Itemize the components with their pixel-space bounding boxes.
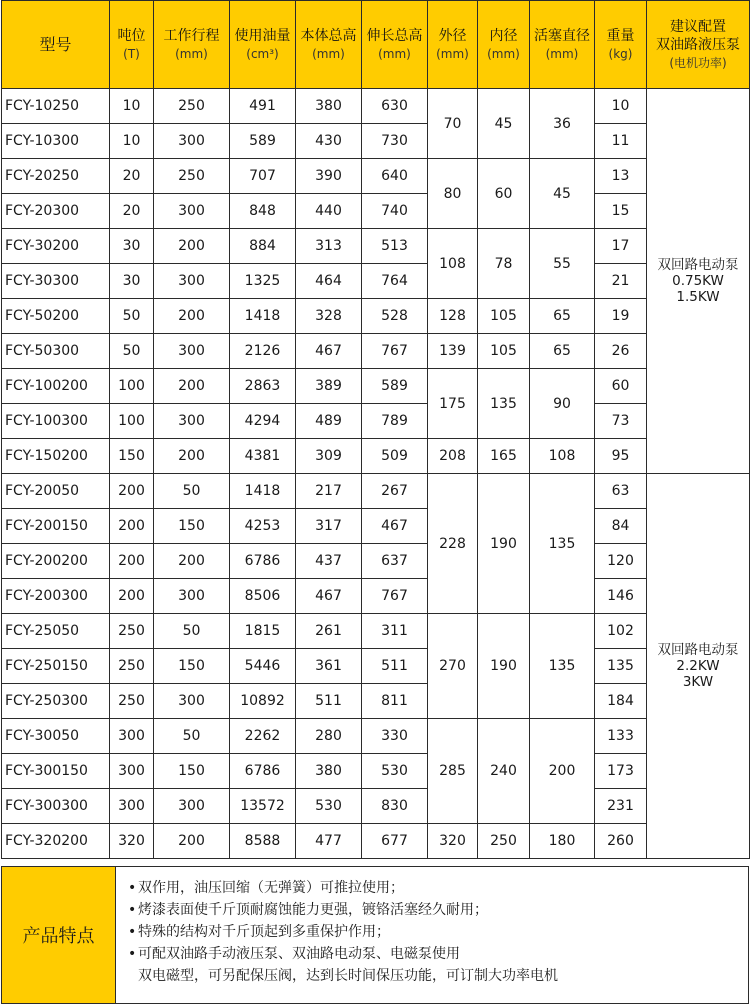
cell-stroke: 300: [154, 264, 230, 299]
cell-model: FCY-250150: [2, 649, 110, 684]
cell-tonnage: 100: [110, 404, 154, 439]
cell-weight: 63: [595, 474, 647, 509]
cell-oil: 1325: [230, 264, 296, 299]
cell-oil: 4253: [230, 509, 296, 544]
cell-pump: [647, 474, 750, 859]
cell-weight: 26: [595, 334, 647, 369]
pump-line: 双回路电动泵: [657, 642, 739, 658]
cell-tonnage: 50: [110, 299, 154, 334]
cell-stroke: 250: [154, 159, 230, 194]
table-row: [2, 509, 750, 544]
header-piston-dia: 活塞直径 (mm): [530, 1, 595, 89]
cell-weight: 120: [595, 544, 647, 579]
cell-weight: 260: [595, 824, 647, 859]
cell-closed-height: 511: [296, 684, 362, 719]
header-stroke: 工作行程 (mm): [154, 1, 230, 89]
cell-oil: 4294: [230, 404, 296, 439]
table-row: [2, 89, 750, 124]
table-row: [2, 159, 750, 194]
cell-stroke: 300: [154, 194, 230, 229]
table-row: [2, 754, 750, 789]
cell-tonnage: 100: [110, 369, 154, 404]
cell-inner-dia: 78: [478, 229, 530, 299]
cell-weight: 21: [595, 264, 647, 299]
cell-model: FCY-320200: [2, 824, 110, 859]
cell-inner-dia: 240: [478, 719, 530, 824]
cell-tonnage: 200: [110, 579, 154, 614]
cell-oil: 1418: [230, 299, 296, 334]
cell-model: FCY-300150: [2, 754, 110, 789]
cell-weight: 84: [595, 509, 647, 544]
cell-stroke: 250: [154, 89, 230, 124]
cell-closed-height: 280: [296, 719, 362, 754]
cell-closed-height: 380: [296, 754, 362, 789]
cell-outer-dia: 139: [428, 334, 478, 369]
cell-model: FCY-25050: [2, 614, 110, 649]
cell-model: FCY-30300: [2, 264, 110, 299]
cell-closed-height: 430: [296, 124, 362, 159]
cell-weight: 184: [595, 684, 647, 719]
features-label: 产品特点: [2, 867, 116, 1004]
cell-stroke: 200: [154, 299, 230, 334]
bullet-icon: •: [128, 902, 137, 918]
features-table: [1, 866, 749, 1004]
cell-oil: 8506: [230, 579, 296, 614]
cell-weight: 10: [595, 89, 647, 124]
cell-model: FCY-20050: [2, 474, 110, 509]
cell-model: FCY-30050: [2, 719, 110, 754]
cell-oil: 13572: [230, 789, 296, 824]
cell-oil: 2262: [230, 719, 296, 754]
cell-inner-dia: 250: [478, 824, 530, 859]
table-row: [2, 789, 750, 824]
cell-extended-height: 677: [362, 824, 428, 859]
cell-piston-dia: 108: [530, 439, 595, 474]
cell-pump: [647, 89, 750, 474]
cell-piston-dia: 135: [530, 474, 595, 614]
table-row: [2, 824, 750, 859]
cell-extended-height: 830: [362, 789, 428, 824]
cell-weight: 15: [595, 194, 647, 229]
cell-tonnage: 200: [110, 544, 154, 579]
cell-closed-height: 309: [296, 439, 362, 474]
cell-extended-height: 513: [362, 229, 428, 264]
feature-item: • 可配双油路手动液压泵、双油路电动泵、电磁泵使用: [116, 943, 748, 965]
header-closed-height: 本体总高 (mm): [296, 1, 362, 89]
cell-inner-dia: 60: [478, 159, 530, 229]
cell-piston-dia: 180: [530, 824, 595, 859]
header-model: 型号: [2, 1, 110, 89]
cell-stroke: 300: [154, 404, 230, 439]
cell-tonnage: 30: [110, 264, 154, 299]
spec-table-body: [2, 89, 750, 859]
cell-outer-dia: 70: [428, 89, 478, 159]
cell-inner-dia: 190: [478, 614, 530, 719]
cell-inner-dia: 105: [478, 334, 530, 369]
cell-oil: 848: [230, 194, 296, 229]
table-row: [2, 299, 750, 334]
cell-closed-height: 217: [296, 474, 362, 509]
cell-stroke: 50: [154, 719, 230, 754]
cell-weight: 95: [595, 439, 647, 474]
cell-stroke: 200: [154, 439, 230, 474]
cell-stroke: 200: [154, 544, 230, 579]
cell-tonnage: 300: [110, 789, 154, 824]
cell-outer-dia: 208: [428, 439, 478, 474]
cell-inner-dia: 45: [478, 89, 530, 159]
cell-model: FCY-10250: [2, 89, 110, 124]
cell-tonnage: 300: [110, 754, 154, 789]
cell-stroke: 300: [154, 789, 230, 824]
bullet-icon: •: [128, 946, 137, 962]
cell-inner-dia: 190: [478, 474, 530, 614]
cell-stroke: 150: [154, 754, 230, 789]
cell-stroke: 200: [154, 824, 230, 859]
cell-model: FCY-200300: [2, 579, 110, 614]
cell-piston-dia: 135: [530, 614, 595, 719]
cell-extended-height: 467: [362, 509, 428, 544]
header-pump: 建议配置 双油路液压泵 (电机功率): [647, 1, 750, 89]
table-row: [2, 719, 750, 754]
table-row: [2, 579, 750, 614]
header-oil: 使用油量 (cm³): [230, 1, 296, 89]
cell-extended-height: 330: [362, 719, 428, 754]
table-row: [2, 369, 750, 404]
cell-stroke: 150: [154, 649, 230, 684]
cell-inner-dia: 135: [478, 369, 530, 439]
cell-model: FCY-100300: [2, 404, 110, 439]
cell-tonnage: 300: [110, 719, 154, 754]
cell-piston-dia: 45: [530, 159, 595, 229]
cell-outer-dia: 285: [428, 719, 478, 824]
cell-extended-height: 528: [362, 299, 428, 334]
cell-outer-dia: 175: [428, 369, 478, 439]
cell-outer-dia: 270: [428, 614, 478, 719]
cell-tonnage: 10: [110, 124, 154, 159]
cell-weight: 133: [595, 719, 647, 754]
cell-model: FCY-200200: [2, 544, 110, 579]
cell-extended-height: 811: [362, 684, 428, 719]
cell-extended-height: 789: [362, 404, 428, 439]
feature-item: • 烤漆表面使千斤顶耐腐蚀能力更强，镀铬活塞经久耐用；: [116, 899, 748, 921]
bullet-icon: •: [128, 880, 137, 896]
spec-table: [1, 0, 750, 859]
cell-closed-height: 530: [296, 789, 362, 824]
cell-closed-height: 477: [296, 824, 362, 859]
cell-tonnage: 320: [110, 824, 154, 859]
cell-tonnage: 200: [110, 474, 154, 509]
cell-oil: 1418: [230, 474, 296, 509]
cell-tonnage: 20: [110, 159, 154, 194]
bullet-icon: •: [128, 924, 137, 940]
cell-piston-dia: 65: [530, 299, 595, 334]
cell-oil: 1815: [230, 614, 296, 649]
table-row: [2, 649, 750, 684]
table-row: [2, 264, 750, 299]
cell-model: FCY-250300: [2, 684, 110, 719]
cell-stroke: 300: [154, 334, 230, 369]
cell-weight: 102: [595, 614, 647, 649]
cell-piston-dia: 36: [530, 89, 595, 159]
features-body: [116, 867, 749, 1004]
cell-oil: 707: [230, 159, 296, 194]
header-inner-dia: 内径 (mm): [478, 1, 530, 89]
table-row: [2, 474, 750, 509]
table-row: [2, 439, 750, 474]
feature-item-continuation: 双电磁型，可另配保压阀，达到长时间保压功能，可订制大功率电机: [138, 968, 558, 984]
cell-closed-height: 440: [296, 194, 362, 229]
cell-model: FCY-10300: [2, 124, 110, 159]
cell-extended-height: 589: [362, 369, 428, 404]
header-tonnage: 吨位 (T): [110, 1, 154, 89]
cell-stroke: 50: [154, 614, 230, 649]
cell-extended-height: 530: [362, 754, 428, 789]
pump-line: 1.5KW: [676, 289, 720, 305]
cell-model: FCY-100200: [2, 369, 110, 404]
cell-closed-height: 489: [296, 404, 362, 439]
cell-closed-height: 317: [296, 509, 362, 544]
header-row: [2, 1, 750, 89]
cell-model: FCY-20250: [2, 159, 110, 194]
cell-stroke: 150: [154, 509, 230, 544]
cell-tonnage: 20: [110, 194, 154, 229]
cell-stroke: 50: [154, 474, 230, 509]
cell-closed-height: 437: [296, 544, 362, 579]
cell-piston-dia: 55: [530, 229, 595, 299]
cell-inner-dia: 105: [478, 299, 530, 334]
cell-weight: 60: [595, 369, 647, 404]
cell-weight: 231: [595, 789, 647, 824]
cell-model: FCY-300300: [2, 789, 110, 824]
cell-oil: 491: [230, 89, 296, 124]
cell-extended-height: 311: [362, 614, 428, 649]
cell-outer-dia: 228: [428, 474, 478, 614]
cell-outer-dia: 320: [428, 824, 478, 859]
cell-weight: 13: [595, 159, 647, 194]
cell-closed-height: 380: [296, 89, 362, 124]
cell-closed-height: 261: [296, 614, 362, 649]
header-weight: 重量 (kg): [595, 1, 647, 89]
cell-weight: 146: [595, 579, 647, 614]
cell-oil: 10892: [230, 684, 296, 719]
cell-extended-height: 764: [362, 264, 428, 299]
table-row: [2, 404, 750, 439]
cell-tonnage: 250: [110, 614, 154, 649]
cell-extended-height: 767: [362, 334, 428, 369]
cell-outer-dia: 108: [428, 229, 478, 299]
table-row: [2, 229, 750, 264]
cell-extended-height: 630: [362, 89, 428, 124]
cell-model: FCY-30200: [2, 229, 110, 264]
cell-extended-height: 640: [362, 159, 428, 194]
cell-tonnage: 250: [110, 684, 154, 719]
cell-closed-height: 467: [296, 334, 362, 369]
cell-oil: 2863: [230, 369, 296, 404]
cell-weight: 17: [595, 229, 647, 264]
cell-extended-height: 730: [362, 124, 428, 159]
cell-closed-height: 390: [296, 159, 362, 194]
table-row: [2, 684, 750, 719]
cell-closed-height: 467: [296, 579, 362, 614]
cell-oil: 8588: [230, 824, 296, 859]
cell-oil: 6786: [230, 754, 296, 789]
header-extended-height: 伸长总高 (mm): [362, 1, 428, 89]
cell-extended-height: 511: [362, 649, 428, 684]
cell-oil: 5446: [230, 649, 296, 684]
cell-closed-height: 464: [296, 264, 362, 299]
table-row: [2, 334, 750, 369]
cell-oil: 6786: [230, 544, 296, 579]
cell-piston-dia: 90: [530, 369, 595, 439]
cell-weight: 11: [595, 124, 647, 159]
cell-oil: 589: [230, 124, 296, 159]
cell-weight: 135: [595, 649, 647, 684]
cell-extended-height: 267: [362, 474, 428, 509]
cell-model: FCY-50300: [2, 334, 110, 369]
pump-line: 3KW: [682, 674, 714, 690]
cell-closed-height: 328: [296, 299, 362, 334]
pump-line: 2.2KW: [676, 658, 720, 674]
cell-tonnage: 250: [110, 649, 154, 684]
cell-stroke: 300: [154, 124, 230, 159]
table-row: [2, 194, 750, 229]
table-row: [2, 124, 750, 159]
cell-stroke: 200: [154, 229, 230, 264]
cell-oil: 4381: [230, 439, 296, 474]
cell-inner-dia: 165: [478, 439, 530, 474]
cell-outer-dia: 128: [428, 299, 478, 334]
cell-extended-height: 637: [362, 544, 428, 579]
cell-tonnage: 200: [110, 509, 154, 544]
cell-closed-height: 361: [296, 649, 362, 684]
cell-model: FCY-150200: [2, 439, 110, 474]
cell-outer-dia: 80: [428, 159, 478, 229]
cell-oil: 884: [230, 229, 296, 264]
table-row: [2, 544, 750, 579]
cell-model: FCY-200150: [2, 509, 110, 544]
cell-piston-dia: 65: [530, 334, 595, 369]
cell-stroke: 300: [154, 684, 230, 719]
cell-stroke: 200: [154, 369, 230, 404]
cell-weight: 19: [595, 299, 647, 334]
table-row: [2, 614, 750, 649]
cell-closed-height: 389: [296, 369, 362, 404]
cell-model: FCY-20300: [2, 194, 110, 229]
cell-stroke: 300: [154, 579, 230, 614]
cell-piston-dia: 200: [530, 719, 595, 824]
cell-model: FCY-50200: [2, 299, 110, 334]
cell-tonnage: 50: [110, 334, 154, 369]
cell-tonnage: 150: [110, 439, 154, 474]
cell-oil: 2126: [230, 334, 296, 369]
pump-line: 双回路电动泵: [657, 257, 739, 273]
feature-item: • 特殊的结构对千斤顶起到多重保护作用；: [116, 921, 748, 943]
feature-item: • 双作用，油压回缩（无弹簧）可推拉使用；: [116, 877, 748, 899]
cell-tonnage: 10: [110, 89, 154, 124]
cell-closed-height: 313: [296, 229, 362, 264]
cell-weight: 73: [595, 404, 647, 439]
cell-extended-height: 509: [362, 439, 428, 474]
cell-weight: 173: [595, 754, 647, 789]
cell-tonnage: 30: [110, 229, 154, 264]
cell-extended-height: 740: [362, 194, 428, 229]
cell-extended-height: 767: [362, 579, 428, 614]
header-outer-dia: 外径 (mm): [428, 1, 478, 89]
pump-line: 0.75KW: [672, 273, 724, 289]
